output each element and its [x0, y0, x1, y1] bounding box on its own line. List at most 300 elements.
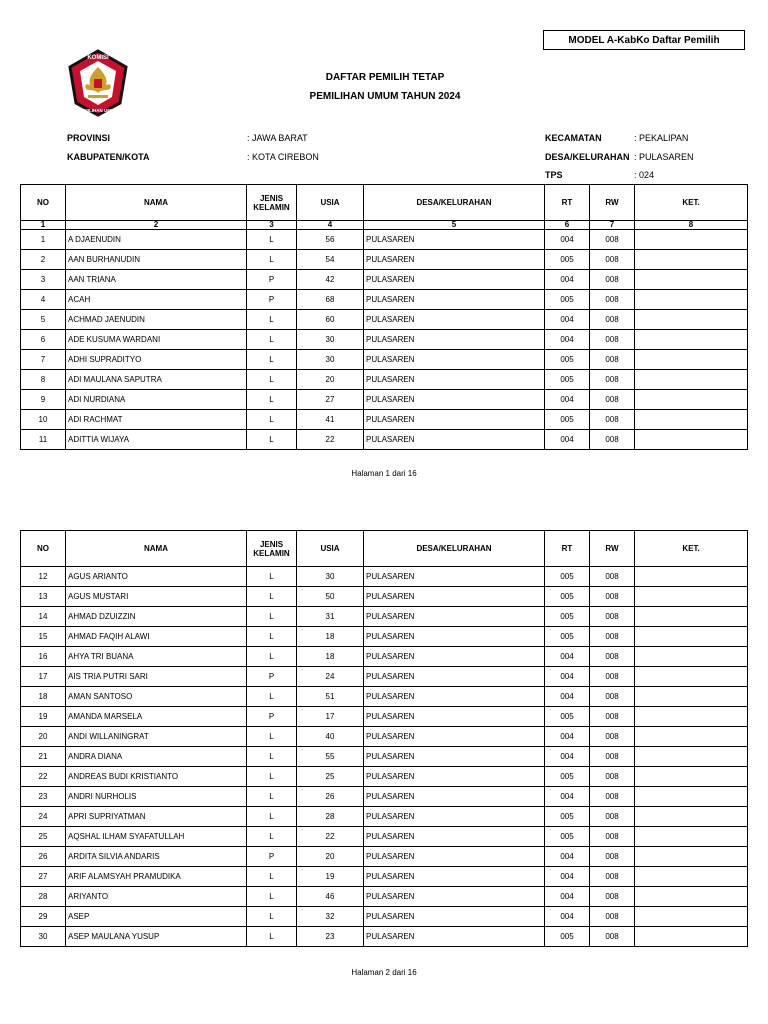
cell-nama: ADI MAULANA SAPUTRA	[66, 370, 247, 390]
cell-rt: 004	[545, 787, 590, 807]
cell-usia: 25	[297, 767, 364, 787]
desa-label: DESA/KELURAHAN	[545, 152, 630, 162]
cell-desa: PULASAREN	[364, 270, 545, 290]
cell-nama: AGUS MUSTARI	[66, 587, 247, 607]
cell-usia: 27	[297, 390, 364, 410]
cell-rt: 004	[545, 727, 590, 747]
table-row	[21, 807, 748, 827]
col-number: 1	[21, 221, 66, 230]
cell-desa: PULASAREN	[364, 727, 545, 747]
cell-desa: PULASAREN	[364, 430, 545, 450]
cell-usia: 20	[297, 847, 364, 867]
logo-text-bottom: PEMILIHAN UMUM	[78, 108, 118, 113]
cell-nama: ARDITA SILVIA ANDARIS	[66, 847, 247, 867]
cell-jk: L	[247, 567, 297, 587]
cell-nama: ANDRI NURHOLIS	[66, 787, 247, 807]
cell-nama: AAN TRIANA	[66, 270, 247, 290]
cell-nama: ADITTIA WIJAYA	[66, 430, 247, 450]
cell-usia: 56	[297, 230, 364, 250]
cell-no: 27	[21, 867, 66, 887]
cell-ket	[635, 290, 748, 310]
cell-rt: 004	[545, 270, 590, 290]
table-row	[21, 687, 748, 707]
cell-rw: 008	[590, 787, 635, 807]
cell-rt: 004	[545, 430, 590, 450]
table-row	[21, 827, 748, 847]
page-footer-1: Halaman 1 dari 16	[351, 469, 417, 478]
cell-jk: L	[247, 647, 297, 667]
cell-jk: L	[247, 747, 297, 767]
col-nama-header: NAMA	[66, 185, 247, 221]
cell-rw: 008	[590, 567, 635, 587]
col-jk-header	[247, 185, 297, 221]
table-row	[21, 727, 748, 747]
cell-no: 13	[21, 587, 66, 607]
cell-desa: PULASAREN	[364, 667, 545, 687]
cell-nama: ARIF ALAMSYAH PRAMUDIKA	[66, 867, 247, 887]
cell-ket	[635, 807, 748, 827]
cell-usia: 30	[297, 567, 364, 587]
cell-ket	[635, 867, 748, 887]
cell-rw: 008	[590, 250, 635, 270]
cell-ket	[635, 767, 748, 787]
col-usia-header: USIA	[297, 531, 364, 567]
cell-jk: L	[247, 370, 297, 390]
cell-desa: PULASAREN	[364, 290, 545, 310]
cell-desa: PULASAREN	[364, 567, 545, 587]
cell-nama: ADI NURDIANA	[66, 390, 247, 410]
cell-nama: APRI SUPRIYATMAN	[66, 807, 247, 827]
cell-ket	[635, 310, 748, 330]
table-row	[21, 747, 748, 767]
cell-rw: 008	[590, 747, 635, 767]
cell-rw: 008	[590, 410, 635, 430]
col-number: 6	[545, 221, 590, 230]
cell-nama: AHMAD DZUIZZIN	[66, 607, 247, 627]
col-ket-header: KET.	[635, 185, 748, 221]
table-row	[21, 587, 748, 607]
cell-ket	[635, 707, 748, 727]
cell-no: 12	[21, 567, 66, 587]
cell-ket	[635, 847, 748, 867]
cell-no: 23	[21, 787, 66, 807]
cell-usia: 18	[297, 647, 364, 667]
table-row	[21, 430, 748, 450]
cell-rt: 005	[545, 607, 590, 627]
cell-usia: 30	[297, 350, 364, 370]
provinsi-label: PROVINSI	[67, 133, 111, 143]
cell-nama: ASEP	[66, 907, 247, 927]
cell-ket	[635, 647, 748, 667]
voter-table-page-1	[20, 184, 748, 450]
cell-rw: 008	[590, 887, 635, 907]
cell-desa: PULASAREN	[364, 310, 545, 330]
cell-ket	[635, 787, 748, 807]
cell-usia: 40	[297, 727, 364, 747]
kpu-logo	[66, 49, 130, 117]
cell-rw: 008	[590, 310, 635, 330]
table-row	[21, 370, 748, 390]
cell-jk: L	[247, 767, 297, 787]
cell-jk: L	[247, 410, 297, 430]
cell-no: 4	[21, 290, 66, 310]
cell-nama: AQSHAL ILHAM SYAFATULLAH	[66, 827, 247, 847]
cell-rt: 005	[545, 927, 590, 947]
col-rw-header: RW	[590, 531, 635, 567]
cell-no: 9	[21, 390, 66, 410]
cell-usia: 22	[297, 827, 364, 847]
cell-rw: 008	[590, 350, 635, 370]
col-desa-header: DESA/KELURAHAN	[364, 531, 545, 567]
cell-usia: 23	[297, 927, 364, 947]
cell-no: 26	[21, 847, 66, 867]
cell-jk: L	[247, 250, 297, 270]
cell-nama: ACAH	[66, 290, 247, 310]
table-row	[21, 667, 748, 687]
cell-ket	[635, 887, 748, 907]
page-footer-2: Halaman 2 dari 16	[351, 968, 417, 977]
document-subtitle: PEMILIHAN UMUM TAHUN 2024	[309, 91, 461, 102]
table-row	[21, 607, 748, 627]
cell-no: 30	[21, 927, 66, 947]
col-no-header: NO	[21, 531, 66, 567]
cell-ket	[635, 330, 748, 350]
col-number: 5	[364, 221, 545, 230]
cell-usia: 42	[297, 270, 364, 290]
cell-usia: 54	[297, 250, 364, 270]
col-jk-line2: KELAMIN	[253, 548, 290, 558]
cell-jk: L	[247, 887, 297, 907]
cell-no: 5	[21, 310, 66, 330]
cell-usia: 60	[297, 310, 364, 330]
cell-nama: AMAN SANTOSO	[66, 687, 247, 707]
cell-usia: 17	[297, 707, 364, 727]
cell-no: 21	[21, 747, 66, 767]
cell-jk: L	[247, 350, 297, 370]
tps-value: : 024	[634, 170, 655, 180]
cell-jk: L	[247, 587, 297, 607]
col-no-header: NO	[21, 185, 66, 221]
cell-rw: 008	[590, 807, 635, 827]
cell-rw: 008	[590, 330, 635, 350]
model-label: MODEL A-KabKo Daftar Pemilih	[543, 30, 745, 50]
cell-desa: PULASAREN	[364, 587, 545, 607]
cell-jk: L	[247, 430, 297, 450]
cell-usia: 31	[297, 607, 364, 627]
table-row	[21, 927, 748, 947]
cell-usia: 46	[297, 887, 364, 907]
cell-rt: 004	[545, 230, 590, 250]
table-row	[21, 250, 748, 270]
col-number: 4	[297, 221, 364, 230]
cell-jk: L	[247, 330, 297, 350]
cell-rw: 008	[590, 707, 635, 727]
cell-ket	[635, 747, 748, 767]
cell-rt: 004	[545, 667, 590, 687]
cell-rt: 005	[545, 350, 590, 370]
cell-rt: 004	[545, 867, 590, 887]
cell-desa: PULASAREN	[364, 747, 545, 767]
cell-jk: L	[247, 607, 297, 627]
cell-desa: PULASAREN	[364, 687, 545, 707]
cell-rt: 005	[545, 627, 590, 647]
cell-jk: P	[247, 847, 297, 867]
cell-rw: 008	[590, 230, 635, 250]
cell-nama: A DJAENUDIN	[66, 230, 247, 250]
col-nama-header: NAMA	[66, 531, 247, 567]
cell-no: 2	[21, 250, 66, 270]
cell-desa: PULASAREN	[364, 927, 545, 947]
cell-nama: ACHMAD JAENUDIN	[66, 310, 247, 330]
cell-usia: 50	[297, 587, 364, 607]
cell-rt: 005	[545, 827, 590, 847]
cell-ket	[635, 727, 748, 747]
cell-rw: 008	[590, 727, 635, 747]
cell-rt: 004	[545, 847, 590, 867]
tps-label: TPS	[545, 170, 563, 180]
cell-jk: L	[247, 390, 297, 410]
kecamatan-value: : PEKALIPAN	[634, 133, 689, 143]
cell-rt: 005	[545, 587, 590, 607]
cell-usia: 26	[297, 787, 364, 807]
table-row	[21, 907, 748, 927]
cell-usia: 41	[297, 410, 364, 430]
cell-no: 11	[21, 430, 66, 450]
cell-no: 7	[21, 350, 66, 370]
cell-no: 1	[21, 230, 66, 250]
cell-no: 15	[21, 627, 66, 647]
cell-ket	[635, 667, 748, 687]
cell-usia: 55	[297, 747, 364, 767]
kecamatan-label: KECAMATAN	[545, 133, 602, 143]
cell-usia: 32	[297, 907, 364, 927]
cell-ket	[635, 350, 748, 370]
table-header-row	[21, 531, 748, 567]
cell-desa: PULASAREN	[364, 607, 545, 627]
col-jk-line2: KELAMIN	[253, 202, 290, 212]
cell-ket	[635, 270, 748, 290]
voter-table-page-2	[20, 530, 748, 947]
cell-rw: 008	[590, 667, 635, 687]
cell-ket	[635, 627, 748, 647]
logo-text-top: KOMISI	[87, 55, 109, 61]
cell-usia: 30	[297, 330, 364, 350]
cell-nama: ADHI SUPRADITYO	[66, 350, 247, 370]
cell-nama: AHYA TRI BUANA	[66, 647, 247, 667]
document-title: DAFTAR PEMILIH TETAP	[325, 72, 445, 83]
table-row	[21, 647, 748, 667]
cell-no: 19	[21, 707, 66, 727]
cell-usia: 22	[297, 430, 364, 450]
cell-no: 29	[21, 907, 66, 927]
cell-rt: 005	[545, 410, 590, 430]
cell-ket	[635, 907, 748, 927]
cell-rt: 004	[545, 747, 590, 767]
cell-usia: 68	[297, 290, 364, 310]
cell-nama: ANDREAS BUDI KRISTIANTO	[66, 767, 247, 787]
cell-no: 25	[21, 827, 66, 847]
cell-ket	[635, 927, 748, 947]
col-rt-header: RT	[545, 185, 590, 221]
cell-usia: 19	[297, 867, 364, 887]
cell-rt: 005	[545, 767, 590, 787]
cell-jk: P	[247, 707, 297, 727]
cell-ket	[635, 827, 748, 847]
cell-no: 14	[21, 607, 66, 627]
cell-no: 3	[21, 270, 66, 290]
cell-rt: 005	[545, 707, 590, 727]
cell-rw: 008	[590, 907, 635, 927]
cell-rw: 008	[590, 847, 635, 867]
cell-rw: 008	[590, 647, 635, 667]
desa-value: : PULASAREN	[634, 152, 694, 162]
cell-rw: 008	[590, 370, 635, 390]
col-number: 2	[66, 221, 247, 230]
cell-rw: 008	[590, 867, 635, 887]
cell-jk: P	[247, 290, 297, 310]
provinsi-value: : JAWA BARAT	[247, 133, 308, 143]
cell-nama: AGUS ARIANTO	[66, 567, 247, 587]
col-number: 8	[635, 221, 748, 230]
cell-rt: 005	[545, 370, 590, 390]
cell-desa: PULASAREN	[364, 330, 545, 350]
cell-ket	[635, 587, 748, 607]
cell-desa: PULASAREN	[364, 767, 545, 787]
cell-ket	[635, 607, 748, 627]
cell-no: 24	[21, 807, 66, 827]
cell-desa: PULASAREN	[364, 230, 545, 250]
cell-usia: 28	[297, 807, 364, 827]
cell-jk: L	[247, 230, 297, 250]
table-row	[21, 330, 748, 350]
table-row	[21, 707, 748, 727]
cell-desa: PULASAREN	[364, 807, 545, 827]
cell-rw: 008	[590, 270, 635, 290]
table-row	[21, 887, 748, 907]
table-header-row	[21, 185, 748, 221]
cell-rw: 008	[590, 627, 635, 647]
cell-desa: PULASAREN	[364, 350, 545, 370]
cell-jk: L	[247, 867, 297, 887]
cell-ket	[635, 410, 748, 430]
cell-desa: PULASAREN	[364, 887, 545, 907]
cell-desa: PULASAREN	[364, 907, 545, 927]
cell-usia: 18	[297, 627, 364, 647]
cell-jk: L	[247, 807, 297, 827]
col-rt-header: RT	[545, 531, 590, 567]
cell-desa: PULASAREN	[364, 390, 545, 410]
cell-desa: PULASAREN	[364, 827, 545, 847]
cell-no: 18	[21, 687, 66, 707]
cell-desa: PULASAREN	[364, 867, 545, 887]
cell-jk: L	[247, 727, 297, 747]
table-row	[21, 390, 748, 410]
kabupaten-label: KABUPATEN/KOTA	[67, 152, 150, 162]
col-jk-line1: JENIS	[259, 193, 284, 203]
table-row	[21, 627, 748, 647]
cell-desa: PULASAREN	[364, 370, 545, 390]
cell-rt: 004	[545, 330, 590, 350]
cell-desa: PULASAREN	[364, 647, 545, 667]
cell-nama: AHMAD FAQIH ALAWI	[66, 627, 247, 647]
cell-nama: ARIYANTO	[66, 887, 247, 907]
table-row	[21, 230, 748, 250]
cell-rt: 004	[545, 647, 590, 667]
cell-nama: AMANDA MARSELA	[66, 707, 247, 727]
col-number: 7	[590, 221, 635, 230]
cell-desa: PULASAREN	[364, 410, 545, 430]
cell-nama: AAN BURHANUDIN	[66, 250, 247, 270]
cell-nama: ADE KUSUMA WARDANI	[66, 330, 247, 350]
cell-no: 20	[21, 727, 66, 747]
cell-jk: P	[247, 667, 297, 687]
cell-rt: 004	[545, 390, 590, 410]
cell-jk: L	[247, 827, 297, 847]
table-row	[21, 290, 748, 310]
cell-ket	[635, 567, 748, 587]
cell-desa: PULASAREN	[364, 250, 545, 270]
col-desa-header: DESA/KELURAHAN	[364, 185, 545, 221]
cell-desa: PULASAREN	[364, 707, 545, 727]
cell-rw: 008	[590, 607, 635, 627]
cell-ket	[635, 390, 748, 410]
cell-ket	[635, 250, 748, 270]
cell-usia: 24	[297, 667, 364, 687]
table-row	[21, 787, 748, 807]
cell-rt: 004	[545, 887, 590, 907]
cell-nama: ADI RACHMAT	[66, 410, 247, 430]
table-row	[21, 410, 748, 430]
cell-rw: 008	[590, 827, 635, 847]
table-row	[21, 350, 748, 370]
cell-nama: AIS TRIA PUTRI SARI	[66, 667, 247, 687]
col-rw-header: RW	[590, 185, 635, 221]
cell-usia: 51	[297, 687, 364, 707]
cell-rw: 008	[590, 687, 635, 707]
table-row	[21, 767, 748, 787]
cell-rt: 004	[545, 907, 590, 927]
cell-desa: PULASAREN	[364, 627, 545, 647]
cell-jk: L	[247, 687, 297, 707]
cell-no: 17	[21, 667, 66, 687]
cell-no: 22	[21, 767, 66, 787]
col-jk-line1: JENIS	[259, 539, 284, 549]
cell-nama: ANDRA DIANA	[66, 747, 247, 767]
cell-jk: P	[247, 270, 297, 290]
cell-rt: 004	[545, 687, 590, 707]
col-usia-header: USIA	[297, 185, 364, 221]
table-row	[21, 270, 748, 290]
table-row	[21, 310, 748, 330]
cell-rw: 008	[590, 430, 635, 450]
cell-ket	[635, 230, 748, 250]
cell-nama: ANDI WILLANINGRAT	[66, 727, 247, 747]
cell-rw: 008	[590, 927, 635, 947]
cell-usia: 20	[297, 370, 364, 390]
cell-no: 28	[21, 887, 66, 907]
cell-desa: PULASAREN	[364, 847, 545, 867]
cell-desa: PULASAREN	[364, 787, 545, 807]
cell-rw: 008	[590, 290, 635, 310]
col-ket-header: KET.	[635, 531, 748, 567]
column-number-row	[21, 221, 748, 230]
cell-jk: L	[247, 627, 297, 647]
cell-jk: L	[247, 927, 297, 947]
table-row	[21, 567, 748, 587]
cell-no: 6	[21, 330, 66, 350]
cell-ket	[635, 687, 748, 707]
cell-no: 8	[21, 370, 66, 390]
